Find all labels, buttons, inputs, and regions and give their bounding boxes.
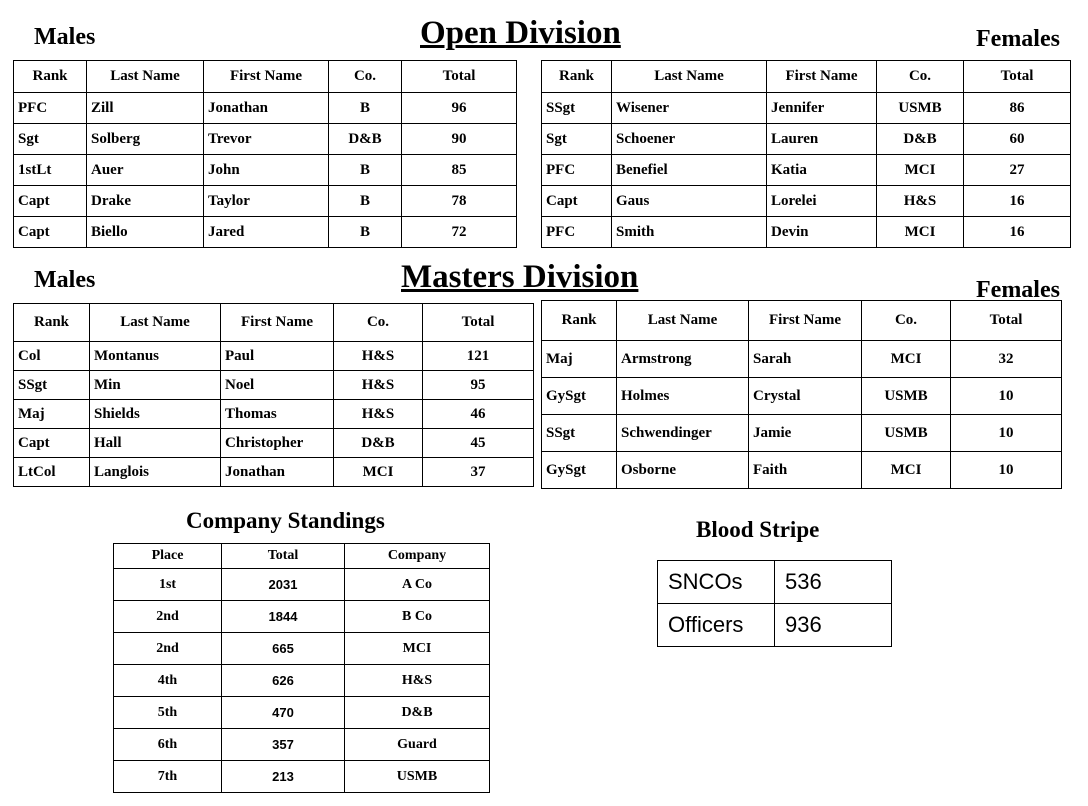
first-name-cell: Lauren: [767, 124, 877, 155]
rank-cell: Sgt: [14, 124, 87, 155]
total-cell: 16: [964, 217, 1071, 248]
masters-females-table: [541, 300, 1062, 489]
place-cell: 4th: [114, 665, 222, 697]
company-cell: MCI: [334, 458, 423, 487]
first-name-cell: Thomas: [221, 400, 334, 429]
total-cell: 470: [222, 697, 345, 729]
col-header-last-name: Last Name: [87, 61, 204, 93]
company-cell: B Co: [345, 601, 490, 633]
last-name-cell: Montanus: [90, 342, 221, 371]
rank-cell: 1stLt: [14, 155, 87, 186]
table-row: [542, 341, 1062, 378]
col-header-company: Co.: [877, 61, 964, 93]
col-header-last-name: Last Name: [612, 61, 767, 93]
place-cell: 7th: [114, 761, 222, 793]
last-name-cell: Osborne: [617, 452, 749, 489]
rank-cell: GySgt: [542, 378, 617, 415]
col-header-company: Co.: [329, 61, 402, 93]
rank-cell: PFC: [542, 155, 612, 186]
col-header-company: Company: [345, 544, 490, 569]
value-cell: 536: [775, 561, 892, 604]
company-cell: USMB: [345, 761, 490, 793]
place-cell: 6th: [114, 729, 222, 761]
rank-cell: Capt: [14, 429, 90, 458]
last-name-cell: Schwendinger: [617, 415, 749, 452]
col-header-total: Total: [951, 301, 1062, 341]
company-cell: MCI: [877, 155, 964, 186]
masters-females-heading: Females: [976, 277, 1060, 303]
table-row: [542, 378, 1062, 415]
table-row: [14, 93, 517, 124]
table-row: [14, 342, 534, 371]
total-cell: 46: [423, 400, 534, 429]
rank-cell: Col: [14, 342, 90, 371]
col-header-total: Total: [423, 304, 534, 342]
first-name-cell: Jennifer: [767, 93, 877, 124]
table-row: [658, 604, 892, 647]
company-standings-table: [113, 543, 490, 793]
table-row: [658, 561, 892, 604]
total-cell: 37: [423, 458, 534, 487]
total-cell: 1844: [222, 601, 345, 633]
table-row: [14, 400, 534, 429]
category-cell: SNCOs: [658, 561, 775, 604]
open-females-heading: Females: [976, 26, 1060, 52]
company-cell: A Co: [345, 569, 490, 601]
total-cell: 121: [423, 342, 534, 371]
first-name-cell: Paul: [221, 342, 334, 371]
category-cell: Officers: [658, 604, 775, 647]
masters-males-table: [13, 303, 534, 487]
col-header-last-name: Last Name: [617, 301, 749, 341]
company-cell: D&B: [329, 124, 402, 155]
total-cell: 78: [402, 186, 517, 217]
place-cell: 2nd: [114, 633, 222, 665]
col-header-total: Total: [402, 61, 517, 93]
company-cell: D&B: [334, 429, 423, 458]
place-cell: 2nd: [114, 601, 222, 633]
company-cell: H&S: [334, 371, 423, 400]
col-header-last-name: Last Name: [90, 304, 221, 342]
rank-cell: Maj: [14, 400, 90, 429]
last-name-cell: Smith: [612, 217, 767, 248]
table-row: [114, 665, 490, 697]
total-cell: 32: [951, 341, 1062, 378]
rank-cell: GySgt: [542, 452, 617, 489]
last-name-cell: Shields: [90, 400, 221, 429]
first-name-cell: Devin: [767, 217, 877, 248]
last-name-cell: Wisener: [612, 93, 767, 124]
first-name-cell: Faith: [749, 452, 862, 489]
open-males-table: [13, 60, 517, 248]
total-cell: 86: [964, 93, 1071, 124]
last-name-cell: Benefiel: [612, 155, 767, 186]
company-cell: B: [329, 93, 402, 124]
first-name-cell: Katia: [767, 155, 877, 186]
rank-cell: Capt: [14, 186, 87, 217]
rank-cell: PFC: [14, 93, 87, 124]
col-header-company: Co.: [334, 304, 423, 342]
last-name-cell: Auer: [87, 155, 204, 186]
col-header-first-name: First Name: [767, 61, 877, 93]
company-cell: D&B: [345, 697, 490, 729]
first-name-cell: Taylor: [204, 186, 329, 217]
total-cell: 213: [222, 761, 345, 793]
col-header-rank: Rank: [14, 304, 90, 342]
company-cell: USMB: [877, 93, 964, 124]
company-cell: MCI: [862, 341, 951, 378]
table-row: [542, 186, 1071, 217]
first-name-cell: John: [204, 155, 329, 186]
last-name-cell: Armstrong: [617, 341, 749, 378]
table-row: [542, 415, 1062, 452]
company-cell: MCI: [877, 217, 964, 248]
last-name-cell: Drake: [87, 186, 204, 217]
total-cell: 72: [402, 217, 517, 248]
first-name-cell: Jonathan: [221, 458, 334, 487]
company-cell: H&S: [334, 342, 423, 371]
total-cell: 16: [964, 186, 1071, 217]
last-name-cell: Schoener: [612, 124, 767, 155]
company-cell: USMB: [862, 415, 951, 452]
total-cell: 10: [951, 415, 1062, 452]
rank-cell: SSgt: [542, 415, 617, 452]
value-cell: 936: [775, 604, 892, 647]
col-header-first-name: First Name: [749, 301, 862, 341]
first-name-cell: Sarah: [749, 341, 862, 378]
last-name-cell: Hall: [90, 429, 221, 458]
col-header-total: Total: [222, 544, 345, 569]
table-row: [114, 633, 490, 665]
table-row: [542, 452, 1062, 489]
total-cell: 60: [964, 124, 1071, 155]
rank-cell: Maj: [542, 341, 617, 378]
first-name-cell: Jamie: [749, 415, 862, 452]
total-cell: 85: [402, 155, 517, 186]
first-name-cell: Jared: [204, 217, 329, 248]
last-name-cell: Zill: [87, 93, 204, 124]
col-header-place: Place: [114, 544, 222, 569]
open-females-table: [541, 60, 1071, 248]
total-cell: 10: [951, 452, 1062, 489]
rank-cell: Sgt: [542, 124, 612, 155]
company-standings-title: Company Standings: [186, 508, 385, 533]
open-males-heading: Males: [34, 24, 96, 50]
table-row: [14, 155, 517, 186]
company-cell: B: [329, 186, 402, 217]
table-row: [114, 697, 490, 729]
rank-cell: Capt: [542, 186, 612, 217]
first-name-cell: Trevor: [204, 124, 329, 155]
rank-cell: SSgt: [14, 371, 90, 400]
masters-division-title: Masters Division: [401, 259, 639, 295]
company-cell: H&S: [334, 400, 423, 429]
rank-cell: SSgt: [542, 93, 612, 124]
total-cell: 10: [951, 378, 1062, 415]
col-header-rank: Rank: [14, 61, 87, 93]
col-header-total: Total: [964, 61, 1071, 93]
last-name-cell: Holmes: [617, 378, 749, 415]
total-cell: 357: [222, 729, 345, 761]
first-name-cell: Christopher: [221, 429, 334, 458]
first-name-cell: Lorelei: [767, 186, 877, 217]
last-name-cell: Biello: [87, 217, 204, 248]
table-row: [14, 429, 534, 458]
table-row: [14, 186, 517, 217]
last-name-cell: Min: [90, 371, 221, 400]
table-row: [14, 371, 534, 400]
rank-cell: Capt: [14, 217, 87, 248]
first-name-cell: Jonathan: [204, 93, 329, 124]
company-cell: B: [329, 217, 402, 248]
table-row: [542, 217, 1071, 248]
total-cell: 45: [423, 429, 534, 458]
col-header-company: Co.: [862, 301, 951, 341]
table-row: [14, 124, 517, 155]
company-cell: MCI: [345, 633, 490, 665]
col-header-first-name: First Name: [221, 304, 334, 342]
company-cell: H&S: [345, 665, 490, 697]
table-row: [114, 729, 490, 761]
open-division-title: Open Division: [420, 15, 621, 51]
table-row: [14, 217, 517, 248]
table-row: [14, 458, 534, 487]
place-cell: 5th: [114, 697, 222, 729]
rank-cell: LtCol: [14, 458, 90, 487]
total-cell: 95: [423, 371, 534, 400]
company-cell: USMB: [862, 378, 951, 415]
total-cell: 27: [964, 155, 1071, 186]
blood-stripe-table: [657, 560, 892, 647]
table-row: [542, 124, 1071, 155]
company-cell: Guard: [345, 729, 490, 761]
col-header-rank: Rank: [542, 61, 612, 93]
first-name-cell: Crystal: [749, 378, 862, 415]
first-name-cell: Noel: [221, 371, 334, 400]
last-name-cell: Langlois: [90, 458, 221, 487]
table-row: [114, 761, 490, 793]
table-row: [114, 601, 490, 633]
last-name-cell: Gaus: [612, 186, 767, 217]
table-row: [542, 155, 1071, 186]
rank-cell: PFC: [542, 217, 612, 248]
total-cell: 626: [222, 665, 345, 697]
total-cell: 96: [402, 93, 517, 124]
company-cell: H&S: [877, 186, 964, 217]
company-cell: B: [329, 155, 402, 186]
col-header-first-name: First Name: [204, 61, 329, 93]
masters-males-heading: Males: [34, 267, 96, 293]
company-cell: D&B: [877, 124, 964, 155]
col-header-rank: Rank: [542, 301, 617, 341]
company-cell: MCI: [862, 452, 951, 489]
last-name-cell: Solberg: [87, 124, 204, 155]
place-cell: 1st: [114, 569, 222, 601]
table-row: [114, 569, 490, 601]
blood-stripe-title: Blood Stripe: [696, 517, 820, 542]
table-row: [542, 93, 1071, 124]
total-cell: 2031: [222, 569, 345, 601]
total-cell: 665: [222, 633, 345, 665]
total-cell: 90: [402, 124, 517, 155]
